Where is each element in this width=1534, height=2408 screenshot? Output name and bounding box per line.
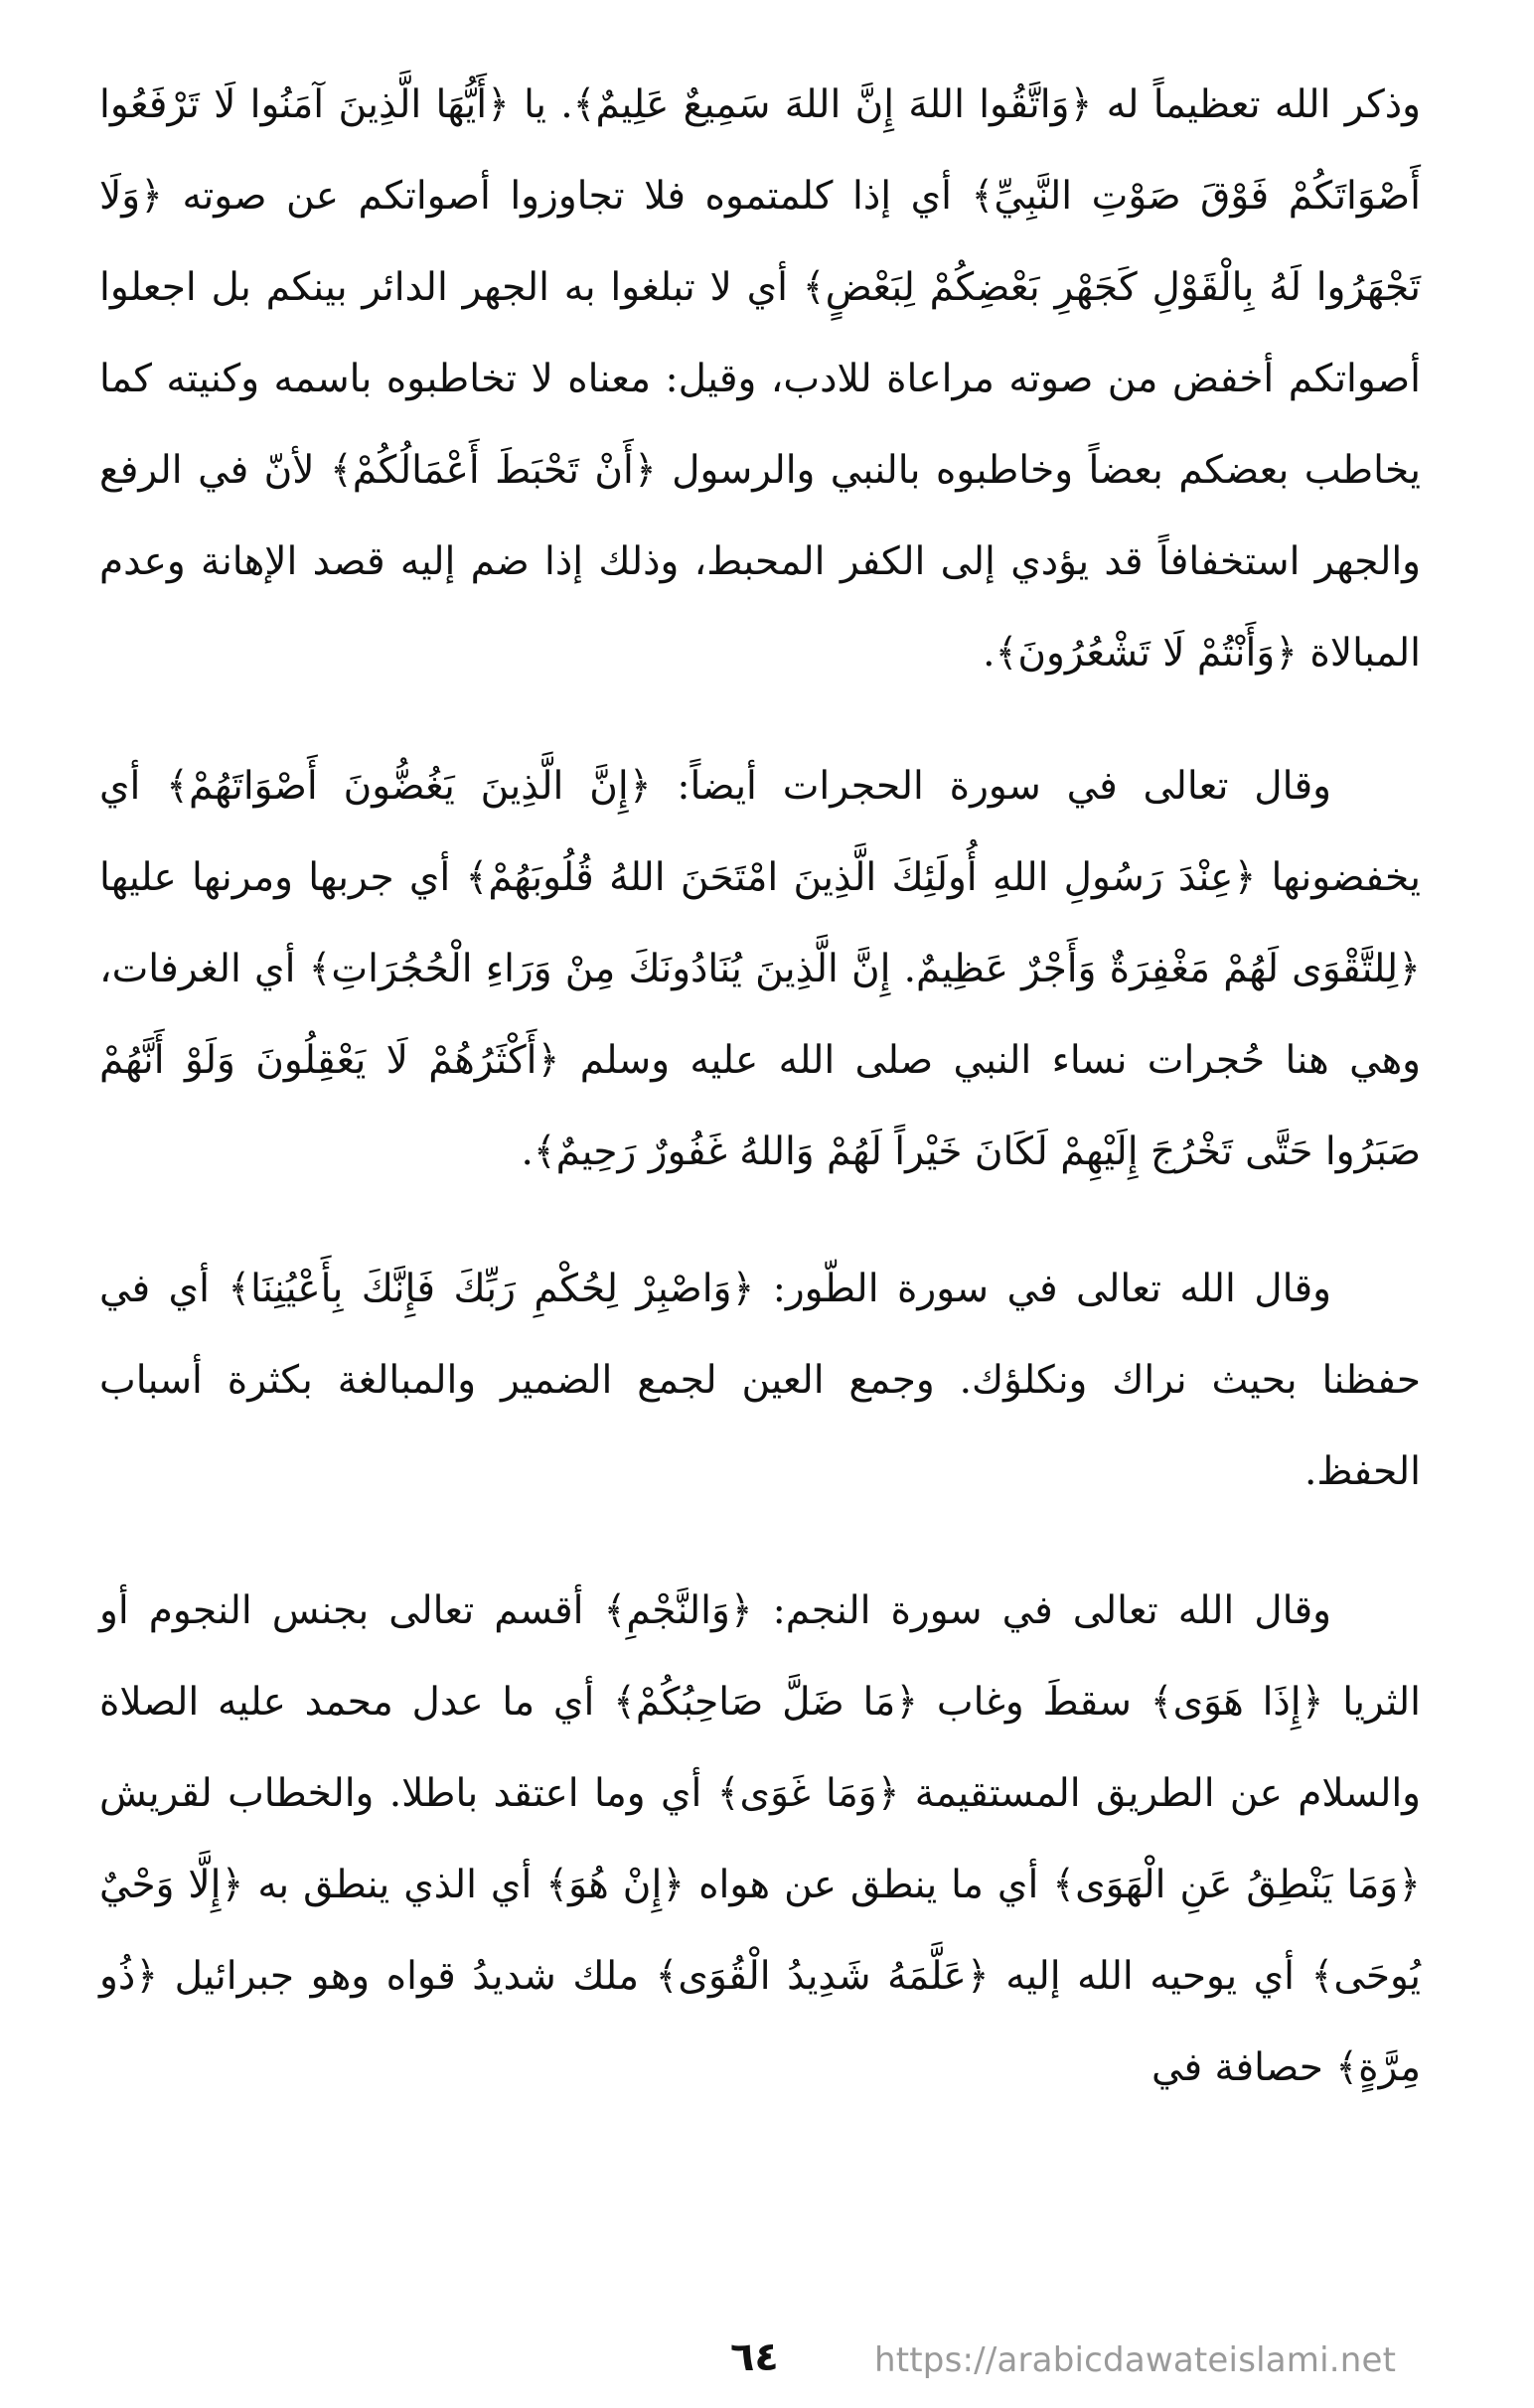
paragraph-2: وقال تعالى في سورة الحجرات أيضاً: ﴿إِنَّ الَّذِينَ يَغُضُّونَ أَصْوَاتَهُمْ﴾ أي يخفضونها ﴿عِنْدَ رَسُولِ اللهِ أُولَئِكَ الَّذِينَ امْتَحَنَ اللهُ قُلُوبَهُمْ﴾ أي جربها ومرنها عليها ﴿لِلتَّقْوَى لَهُمْ مَغْفِرَةٌ وَأَجْرٌ عَظِيمٌ. إِنَّ الَّذِينَ يُنَادُونَكَ مِنْ وَرَاءِ الْحُجُرَاتِ﴾ أي الغرفات، وهي هنا حُجرات نساء النبي صلى الله عليه وسلم ﴿أَكْثَرُهُمْ لَا يَعْقِلُونَ وَلَوْ أَنَّهُمْ صَبَرُوا حَتَّى تَخْرُجَ إِلَيْهِمْ لَكَانَ خَيْراً لَهُمْ وَاللهُ غَفُورٌ رَحِيمٌ﴾. bbox=[99, 764, 1421, 1174]
paragraph-1: وذكر الله تعظيماً له ﴿وَاتَّقُوا اللهَ إِنَّ اللهَ سَمِيعٌ عَلِيمٌ﴾. يا ﴿أَيُّهَا الَّذِينَ آمَنُوا لَا تَرْفَعُوا أَصْوَاتَكُمْ فَوْقَ صَوْتِ النَّبِيِّ﴾ أي إذا كلمتموه فلا تجاوزوا أصواتكم عن صوته ﴿وَلَا تَجْهَرُوا لَهُ بِالْقَوْلِ كَجَهْرِ بَعْضِكُمْ لِبَعْضٍ﴾ أي لا تبلغوا به الجهر الدائر بينكم بل اجعلوا أصواتكم أخفض من صوته مراعاة للادب، وقيل: معناه لا تخاطبوه باسمه وكنيته كما يخاطب بعضكم بعضاً وخاطبوه بالنبي والرسول ﴿أَنْ تَحْبَطَ أَعْمَالُكُمْ﴾ لأنّ في الرفع والجهر استخفافاً قد يؤدي إلى الكفر المحبط، وذلك إذا ضم إليه قصد الإهانة وعدم المبالاة ﴿وَأَنْتُمْ لَا تَشْعُرُونَ﴾. bbox=[99, 82, 1421, 676]
watermark-url: https://arabicdawateislami.net bbox=[874, 2340, 1397, 2380]
page-number: ٦٤ bbox=[730, 2334, 779, 2380]
paragraph-3: وقال الله تعالى في سورة الطّور: ﴿وَاصْبِرْ لِحُكْمِ رَبِّكَ فَإِنَّكَ بِأَعْيُنِنَا﴾ أي في حفظنا بحيث نراك ونكلؤك. وجمع العين لجمع الضمير والمبالغة بكثرة أسباب الحفظ. bbox=[99, 1267, 1421, 1494]
page-body bbox=[99, 60, 1421, 2305]
paragraph-4: وقال الله تعالى في سورة النجم: ﴿وَالنَّجْمِ﴾ أقسم تعالى بجنس النجوم أو الثريا ﴿إِذَا هَوَى﴾ سقطَ وغاب ﴿مَا ضَلَّ صَاحِبُكُمْ﴾ أي ما عدل محمد عليه الصلاة والسلام عن الطريق المستقيمة ﴿وَمَا غَوَى﴾ أي وما اعتقد باطلا. والخطاب لقريش ﴿وَمَا يَنْطِقُ عَنِ الْهَوَى﴾ أي ما ينطق عن هواه ﴿إِنْ هُوَ﴾ أي الذي ينطق به ﴿إِلَّا وَحْيٌ يُوحَى﴾ أي يوحيه الله إليه ﴿عَلَّمَهُ شَدِيدُ الْقُوَى﴾ ملك شديدُ قواه وهو جبرائيل ﴿ذُو مِرَّةٍ﴾ حصافة في bbox=[99, 1588, 1421, 2090]
page-footer bbox=[0, 2330, 1534, 2389]
